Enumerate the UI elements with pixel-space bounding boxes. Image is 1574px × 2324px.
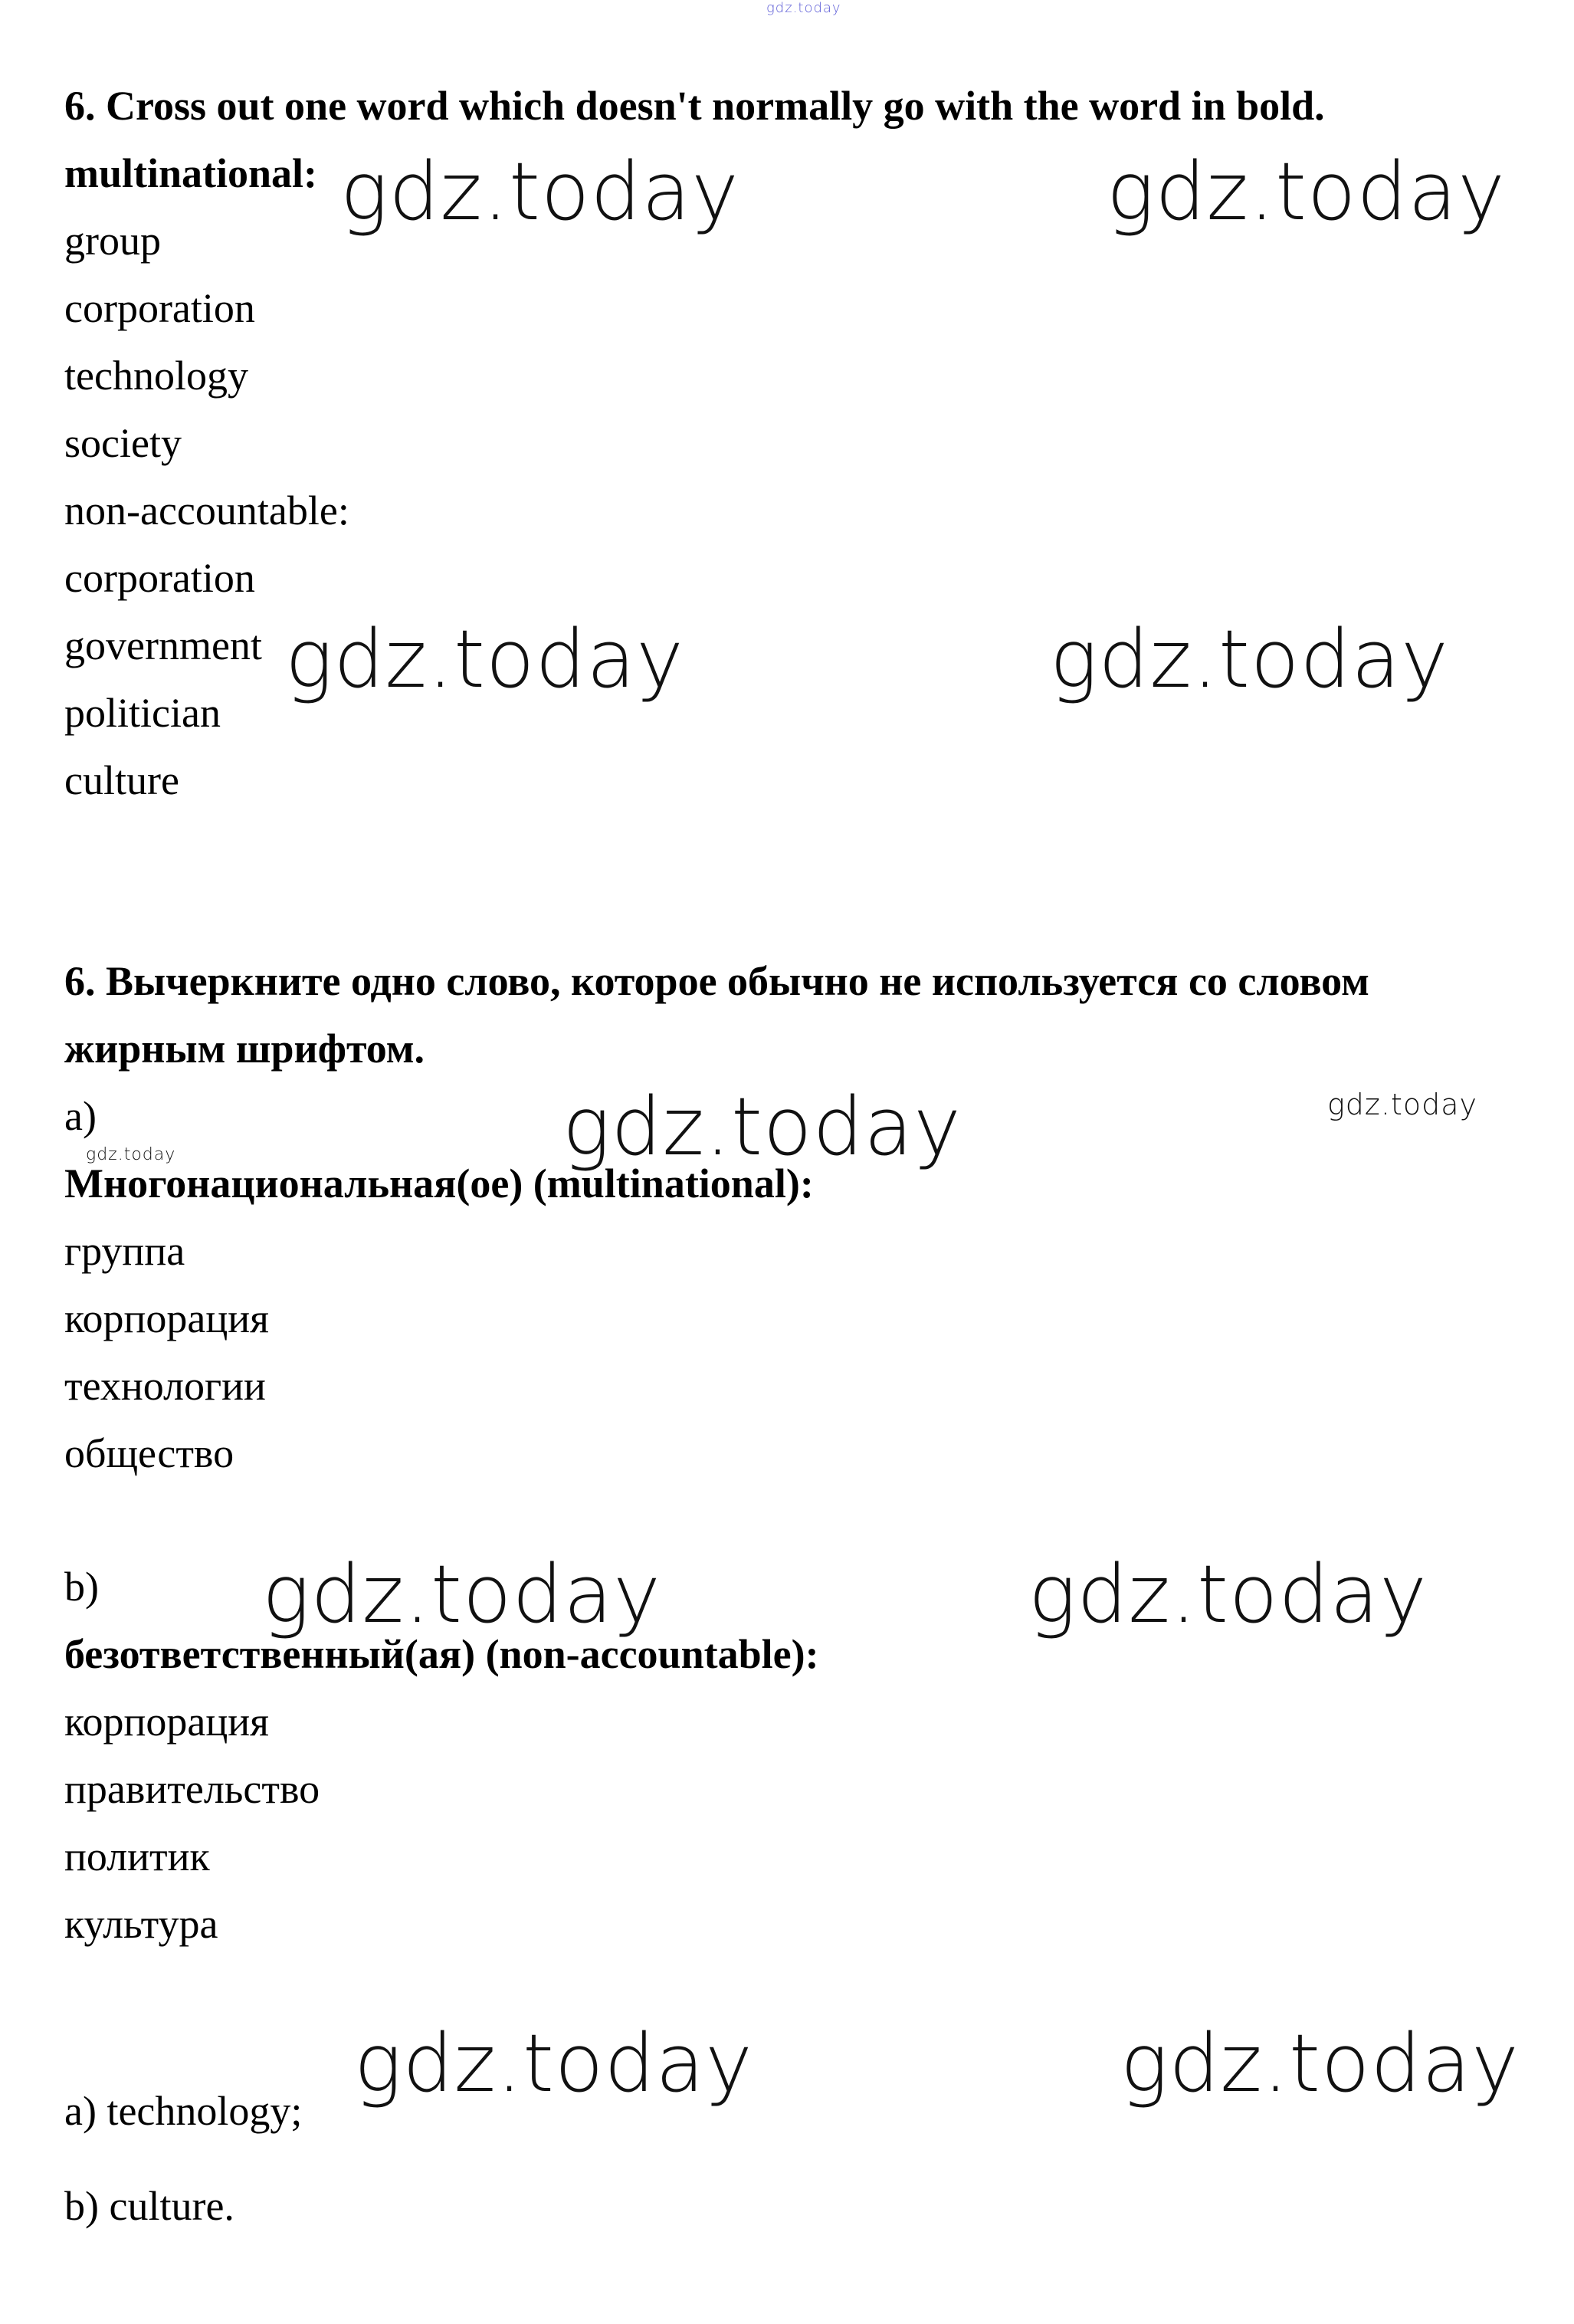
watermark: gdz.today — [1327, 1088, 1477, 1121]
word-item: corporation — [64, 285, 255, 331]
exercise-heading-ru-line2: жирным шрифтом. — [64, 1026, 425, 1072]
word-item: technology — [64, 353, 248, 399]
group-label-ru-b: безответственный(ая) (non-accountable): — [64, 1631, 819, 1677]
watermark: gdz.today — [354, 2017, 753, 2110]
watermark: gdz.today — [86, 1145, 176, 1164]
word-item: политик — [64, 1833, 210, 1879]
answer-b: b) culture. — [64, 2183, 234, 2229]
group-label-non-accountable: non-accountable: — [64, 487, 349, 533]
word-item: culture — [64, 757, 179, 803]
word-item: group — [64, 218, 161, 264]
watermark: gdz.today — [562, 1080, 962, 1173]
watermark: gdz.today — [1028, 1548, 1428, 1641]
answer-a: a) technology; — [64, 2088, 303, 2134]
part-marker-b: b) — [64, 1564, 99, 1610]
watermark-top: gdz.today — [766, 0, 841, 16]
exercise-heading-ru-line1: 6. Вычеркните одно слово, которое обычно не используется со словом — [64, 958, 1369, 1004]
word-item: society — [64, 420, 182, 466]
watermark: gdz.today — [1120, 2017, 1520, 2110]
word-item: культура — [64, 1901, 218, 1947]
part-marker-a: a) — [64, 1093, 97, 1139]
word-item: технологии — [64, 1363, 266, 1409]
watermark: gdz.today — [285, 612, 684, 706]
word-item: corporation — [64, 555, 255, 601]
word-item: government — [64, 622, 262, 668]
watermark: gdz.today — [1107, 145, 1506, 238]
word-item: правительство — [64, 1766, 320, 1812]
watermark: gdz.today — [262, 1548, 661, 1641]
word-item: группа — [64, 1228, 185, 1274]
watermark: gdz.today — [340, 145, 739, 238]
word-item: корпорация — [64, 1699, 269, 1745]
word-item: politician — [64, 690, 221, 736]
exercise-heading-en: 6. Cross out one word which doesn't normally go with the word in bold. — [64, 83, 1325, 129]
watermark: gdz.today — [1050, 612, 1449, 706]
word-item: корпорация — [64, 1295, 269, 1341]
group-label-multinational: multinational: — [64, 150, 318, 196]
group-label-ru-a: Многонациональная(ое) (multinational): — [64, 1160, 814, 1206]
word-item: общество — [64, 1430, 234, 1476]
